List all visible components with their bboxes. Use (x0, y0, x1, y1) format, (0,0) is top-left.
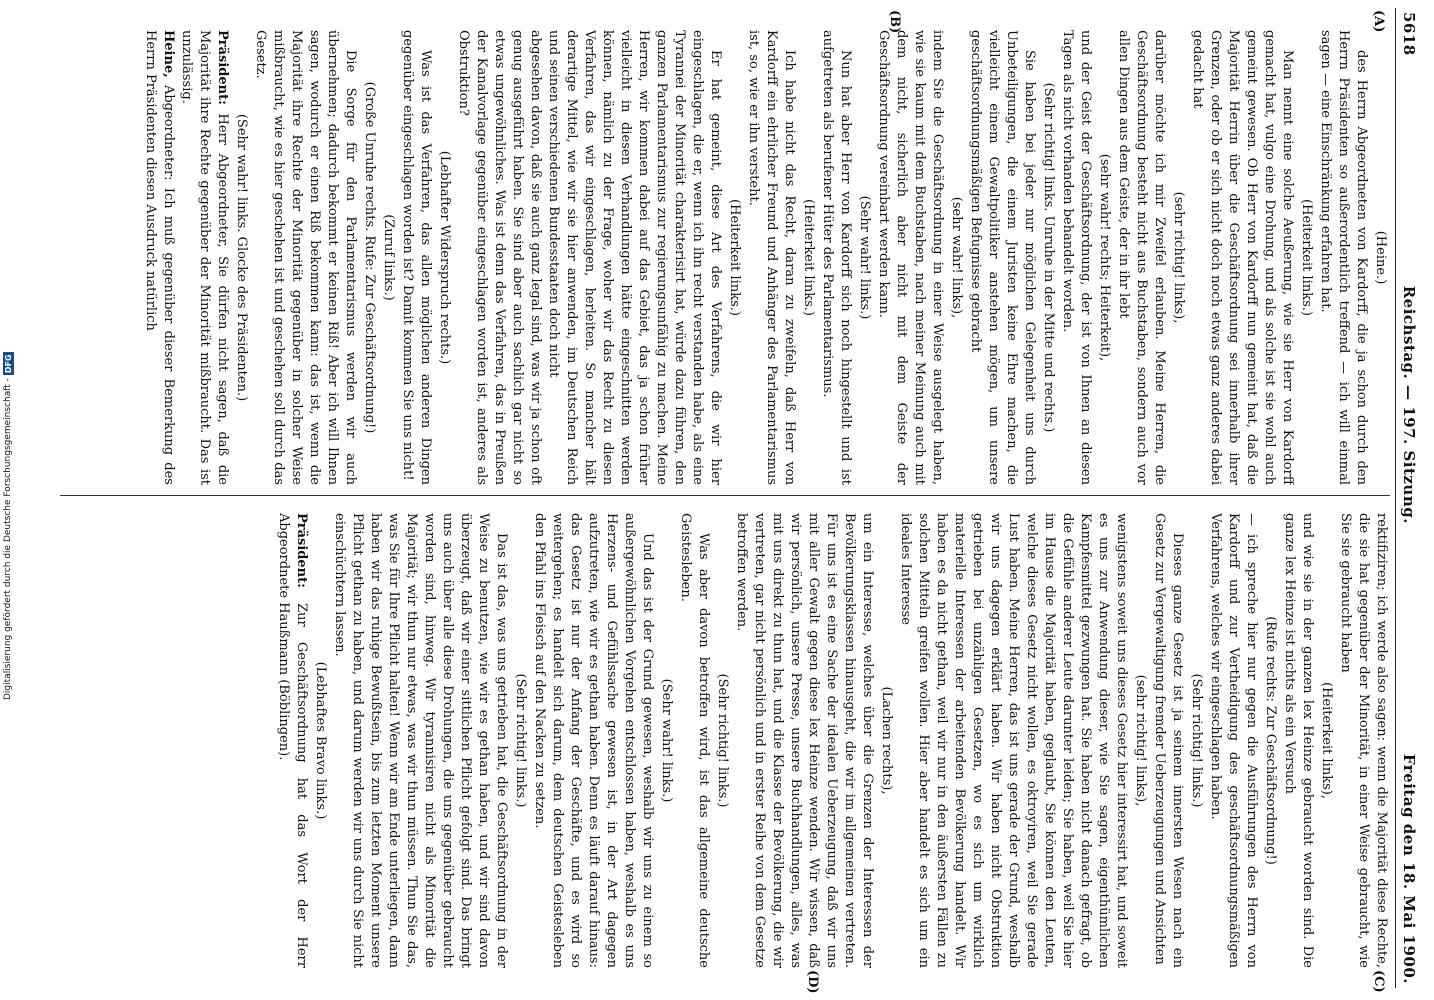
paragraph (530, 513, 656, 968)
footer-credit (1, 354, 15, 700)
margin-marker-c: (C) (1371, 970, 1386, 993)
speaker-name: Präsident: (215, 30, 230, 105)
paragraph (251, 30, 359, 485)
interjection (232, 30, 250, 485)
text-run: (Sehr wahr! links.) (659, 678, 674, 803)
page-date: Freitag den 18. Mai 1900. (1400, 753, 1418, 984)
speaker-name: Heine, (161, 30, 176, 78)
text-run: (Lebhaftes Bravo links.) (313, 661, 328, 820)
text-run: (sehr richtig! links), (1133, 674, 1148, 807)
dfg-logo: DFG (3, 354, 13, 374)
paragraph (732, 513, 876, 968)
text-run: und wie sie in der ganzen lex Heinze gebraucht worden sind. Die ganze lex Heinze ist nichts als ein Versuch (1282, 513, 1315, 968)
text-run: (Heiterkeit links), (1319, 682, 1334, 799)
margin-marker-a: (A) (1371, 10, 1386, 33)
text-run: (Lebhafter Widerspruch rechts.) (437, 150, 452, 365)
interjection (511, 513, 529, 968)
text-run: (Sehr wahr! links.) (857, 195, 872, 320)
header-rule (1395, 8, 1396, 988)
interjection (1371, 30, 1389, 485)
interjection (657, 513, 675, 968)
text-run: (Sehr richtig! links. Unruhe in der Mitte und rechts.) (1041, 82, 1056, 433)
paragraph (1206, 513, 1260, 968)
paragraph (818, 30, 854, 485)
interjection (713, 513, 731, 968)
paragraph (1316, 30, 1370, 485)
text-run: Abgeordneter: Ich muß gegenüber dieser Bemerkung des Herrn Präsidenten diesen Ausdruck natürlich (143, 30, 176, 485)
paragraph (274, 513, 310, 968)
interjection (877, 513, 895, 968)
text-run: (sehr wahr! rechts; Heiterkeit), (1097, 153, 1112, 362)
text-run: Sie haben bei jeder nur möglichen Gelegenheit uns durch Unbeteiligungen, die einem Juristen keine Ehre machen, die vielleicht einem Gewaltpolitiker anstehen mögen, um unsere geschäftsordnungsmäßigen Befugnisse gebracht (968, 30, 1037, 485)
column-divider (60, 495, 1390, 496)
text-run: (Sehr richtig! links.) (715, 673, 730, 808)
text-run: Zur Geschäftsordnung hat das Wort der Herr Abgeordnete Haußmann (Böblingen). (276, 513, 309, 968)
text-run: (Heine.) (1373, 230, 1388, 285)
interjection (1169, 30, 1187, 485)
text-run: Dieses ganze Gesetz ist ja seinem innersten Wesen nach ein Gesetz zur Vergewaltigung fremder Ueberzeugungen und Ansichten (1152, 513, 1185, 968)
interjection (799, 30, 817, 485)
interjection (1187, 513, 1205, 968)
text-run: Ich habe nicht das Recht, daran zu zweifeln, daß Herr von Kardorff ein ehrlicher Freund und Anhänger des Parlamentarismus ist, so, wie er ihn versteht. (746, 30, 797, 485)
left-column (55, 30, 1390, 485)
interjection (1297, 30, 1315, 485)
text-run: darüber möchte ich mir Zweifel erlauben. Meine Herren, die Geschäftsordnung besteht nicht aus Buchstaben, sondern auch vor allen Dingen aus dem Geiste, der in ihr lebt (1116, 30, 1167, 485)
text-run: Herr Abgeordneter, Sie dürfen nicht sagen, daß die Majorität ihre Rechte gegenüber der Minorität mißbraucht. Das ist unzulässig. (179, 30, 230, 485)
text-run: Was aber davon betroffen wird, ist das allgemeine deutsche Geistesleben. (678, 513, 711, 968)
interjection (311, 513, 329, 968)
paragraph (398, 30, 434, 485)
paragraph (874, 30, 946, 485)
interjection (855, 30, 873, 485)
text-run: Er hat gemeint, diese Art des Verfahrens, die wir hier eingeschlagen, die er, wenn ich ihn recht verstanden habe, als eine Tyrannei der Minorität charakterisirt hat, würde dazu führen, den ganzen Parlamentarismus zur regierungsunfähig zu machen. Meine Herren, wir kommen dabei auf das Gebiet, das ja schon früher vielleicht in diesen Verhandlungen hätte eingeschnitten werden können, nämlich zu der Frage, woher wir das Recht zu diesen Verfahren, das wir eingeschlagen, herleiten. So mancher hält derartige Mittel, wie wir sie hier anwenden, im Deutschen Reich und seinen verschiedenen Bundesstaaten doch nicht (546, 30, 723, 485)
speaker-name: Präsident: (294, 513, 309, 588)
text-run: (Große Unruhe rechts. Rufe: Zur Geschäftsordnung!) (362, 81, 377, 434)
text-run: Das ist das, was uns getrieben hat, die Geschäftsordnung in der Weise zu benutzen, wie wir es gethan haben, und wir sind davon überzeugt, daß wir einer sittlichen Pflicht gefolgt sind. Das bringt uns auch über alle diese Drohungen, die uns gegenüber gebraucht worden sind, hinweg. Wir tyrannisiren nicht als Minorität die Majorität; wir thun nur etwas, was wir thun müssen. Thun Sie das, was Sie für Ihre Pflicht halten! Wenn wir am Ende unterliegen, dann haben wir das ruhige Bewußtsein, bis zum letzten Moment unsere Pflicht gethan zu haben, und darum werden wir uns durch Sie nicht einschüchtern lassen. (332, 513, 509, 968)
text-run: (Heiterkeit links.) (801, 199, 816, 316)
text-run: indem Sie die Geschäftsordnung in einer Weise ausgelegt haben, wie sie kaum mit dem Buchstaben, nach meiner Meinung auch mit dem nicht, sicherlich aber nicht mit dem Geiste der Geschäftsordnung vereinbart werden kann. (876, 30, 945, 485)
margin-marker-b: (B) (887, 10, 902, 34)
interjection (379, 30, 397, 485)
paragraph (744, 30, 798, 485)
paragraph (544, 30, 724, 485)
footer-text: Digitalisierung gefördert durch die Deutsche Forschungsgemeinschaft - (3, 378, 13, 700)
page-number: 5618 (1400, 12, 1418, 56)
interjection (1039, 30, 1057, 485)
paragraph (141, 30, 177, 485)
text-run: wenigstens soweit uns dieses Gesetz hier interessirt hat, und soweit es uns zur Anwendung dieser, wie Sie sagen, eigenthümlichen Kampfesmittel gezwungen hat. Sie haben nicht danach gefragt, ob die Gefühle anderer Leute darunter leiden; Sie haben, weil Sie hier im Hause die Majorität haben, geglaubt, Sie können den Leuten, welche dieses Gesetz nicht wollen, es oktroyiren, weil Sie gerade Lust haben. Meine Herren, das ist uns gerade der Grund, weshalb wir uns dagegen erklärt haben. Wir haben nicht Obstruktion getrieben bei unzähligen Gesetzen, wo es sich um wirklich materielle Interessen der arbeitenden Bevölkerung handelt. Wir haben es da nicht gethan, weil wir nur in den äußersten Fällen zu solchen Mitteln greifen wollen. Hier aber handelt es sich um ein ideales Interesse (898, 513, 1129, 968)
text-run: Man nennt eine solche Aeußerung, wie sie Herr von Kardorff gemacht hat, vulgo eine Drohung, und als solche ist sie wohl auch gemeint gewesen. Ob Herr von Kardorff nun gemeint hat, daß die Majorität Herrin über die Geschäftsordnung sei innerhalb ihrer Grenzen, oder ob er sich nicht doch noch etwas ganz anderes dabei gedacht hat (1190, 30, 1295, 485)
text-run: — ich spreche hier nur gegen die Ausführungen des Herrn von Kardorff und zur Vertheidigung des geschäftsordnungsmäßigen Verfahrens, welches wir eingeschlagen haben. (1208, 513, 1259, 968)
paragraph (966, 30, 1038, 485)
paragraph (1336, 513, 1390, 968)
text-run: (sehr richtig! links), (1171, 191, 1186, 324)
text-run: (Rufe rechts: Zur Geschäftsordnung!) (1263, 616, 1278, 865)
text-run: (Sehr wahr! links. Glocke des Präsidenten.) (234, 113, 249, 402)
interjection (1095, 30, 1113, 485)
paragraph (676, 513, 712, 968)
page-title: Reichstag. — 197. Sitzung. (1400, 285, 1418, 524)
interjection (1317, 513, 1335, 968)
text-run: Die Sorge für den Parlamentarismus werden wir auch übernehmen; dadurch bekommt er keinen Riß! Aber ich will Ihnen sagen, wodurch er einen Riß bekommen kann: das ist, wenn die Majorität ihre Rechte der Minorität gegenüber in solcher Weise mißbraucht, wie es hier geschehen ist und geschehen soll durch das Gesetz. (253, 30, 358, 485)
paragraph (330, 513, 510, 968)
text-run: (sehr wahr! links), (949, 196, 964, 319)
paragraph (1150, 513, 1186, 968)
paragraph (454, 30, 544, 485)
interjection (435, 30, 453, 485)
margin-marker-d: (D) (805, 970, 820, 994)
paragraph (1188, 30, 1296, 485)
paragraph (177, 30, 231, 485)
interjection (1261, 513, 1279, 968)
right-column (55, 513, 1390, 968)
text-run: Und das ist der Grund gewesen, weshalb wir uns zu einem so außergewöhnlichen Vorgehen entschlossen haben, weshalb es uns Herzens- und Gefühlssache gewesen ist, in der Art dagegen aufzutreten, wie wir es gethan haben. Denn es läuft darauf hinaus: das Gesetz ist nur der Anfang der Geschäfte, und es wird so weitergehen; es handelt sich darum, dem deutschen Geistesleben den Pfahl ins Fleisch auf den Nacken zu setzen. (532, 513, 655, 968)
text-run: (Lachen rechts), (879, 686, 894, 795)
interjection (725, 30, 743, 485)
text-run: (Sehr richtig! links.) (513, 673, 528, 808)
text-run: des Herrn Abgeordneten von Kardorff, die ja schon durch den Herrn Präsidenten so außerordentlich treffend — ich will einmal sagen — eine Einschränkung erfahren hat. (1318, 30, 1369, 485)
interjection (1131, 513, 1149, 968)
text-run: (Heiterkeit links.) (727, 199, 742, 316)
text-run: (Zuruf links.) (381, 214, 396, 301)
paragraph (1058, 30, 1094, 485)
paragraph (1114, 30, 1168, 485)
text-run: abgesehen davon, daß sie auch ganz legal sind, was wir ja schon oft genug ausgeführt haben. Sie sind aber auch sachlich gar nicht so etwas ungewöhnliches. Was ist denn das Verfahren, das in Preußen der Kanalvorlage gegenüber eingeschlagen worden ist, anderes als Obstruktion? (456, 30, 543, 485)
paragraph (896, 513, 1130, 968)
document-page (26, 8, 1430, 994)
interjection (947, 30, 965, 485)
text-run: rektifiziren; ich werde also sagen: wenn die Majorität diese Rechte, die sie hat gegenüber der Minorität, in einer Weise gebraucht, wie Sie sie gebraucht haben (1338, 513, 1389, 968)
text-run: (Heiterkeit links.) (1299, 199, 1314, 316)
paragraph (1280, 513, 1316, 968)
text-run: (Sehr richtig! links.) (1189, 673, 1204, 808)
text-run: und der Geist der Geschäftsordnung, der ist von Ihnen an diesen Tagen als nicht vorhanden behandelt worden. (1060, 30, 1093, 485)
text-run: Was ist das Verfahren, das allen möglichen anderen Dingen gegenüber eingeschlagen worden ist? Damit kommen Sie uns nicht! (400, 30, 433, 485)
text-run: Nun hat aber Herr von Kardorff sich noch hingestellt und ist aufgetreten als berufener Hüter des Parlamentarismus. (820, 30, 853, 485)
page-header (1400, 8, 1430, 988)
text-run: um ein Interesse, welches über die Grenzen der Interessen der Bevölkerungsklassen hinausgeht, die wir im allgemeinen vertreten. Für uns ist es eine Sache der idealen Ueberzeugung, daß wir uns mit aller Gewalt gegen diese lex Heinze wenden. Wir wissen, daß wir persönlich, unsere Presse, unsere Buchhandlungen, alles, was mit uns direkt zu thun hat, und die Klasse der Bevölkerung, die wir vertreten, gar nicht persönlich und in erster Reihe von dem Gesetze betroffen werden. (734, 513, 875, 968)
interjection (360, 30, 378, 485)
